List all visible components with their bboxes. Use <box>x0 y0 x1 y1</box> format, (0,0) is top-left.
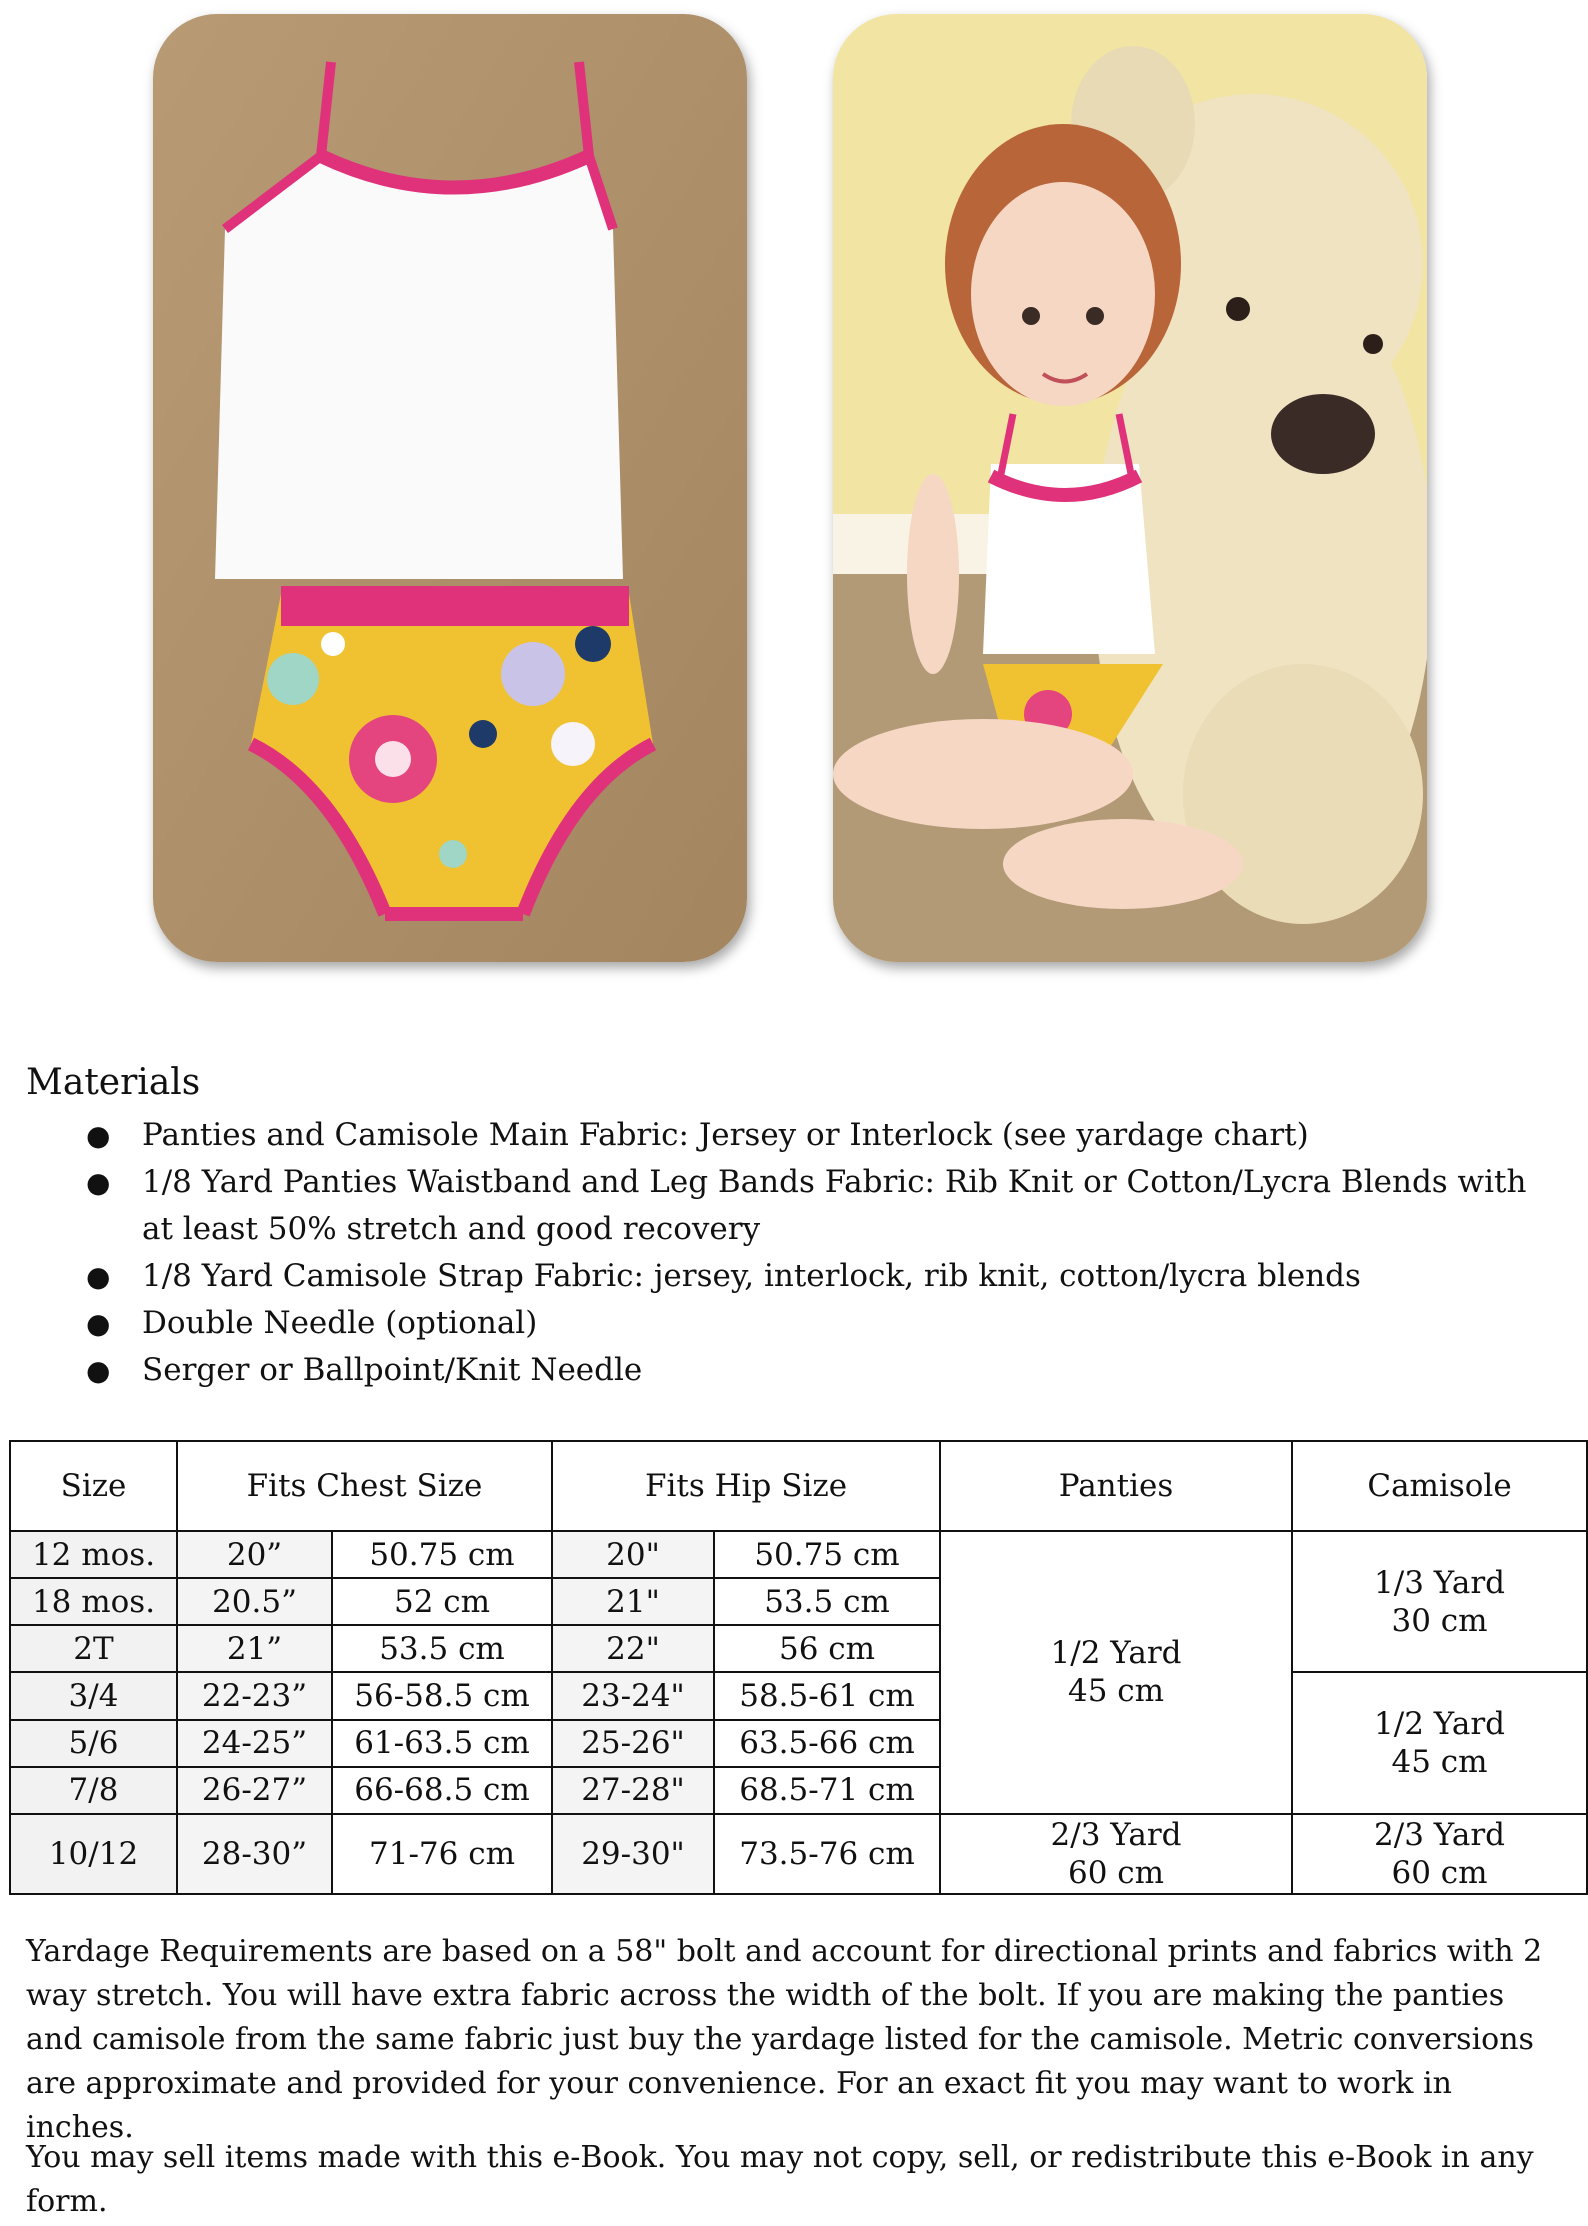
materials-heading: Materials <box>26 1062 201 1103</box>
cell-hip-cm: 68.5-71 cm <box>714 1767 940 1814</box>
camisole-cm: 45 cm <box>1391 1744 1488 1781</box>
materials-item: ● Double Needle (optional) <box>26 1300 1556 1347</box>
cell-hip-cm: 56 cm <box>714 1625 940 1672</box>
size-yardage-table <box>9 1440 1588 1895</box>
cell-size: 18 mos. <box>10 1578 177 1625</box>
cell-chest-in: 24-25” <box>177 1720 332 1767</box>
bullet-icon: ● <box>86 1166 111 1199</box>
cell-chest-in: 20” <box>177 1531 332 1578</box>
camisole-yard: 1/3 Yard <box>1374 1564 1505 1601</box>
cell-chest-in: 22-23” <box>177 1672 332 1719</box>
yardage-note: Yardage Requirements are based on a 58" bolt and account for directional prints and fabrics with 2 way stretch. You will have extra fabric across the width of the bolt. If you are making the panties and camisole from the same fabric just buy the yardage listed for the camisole. Metric conversions are approximate and provided for your convenience. For an exact fit you may want to work in inches. <box>26 1934 1543 2145</box>
table-header-row <box>10 1441 1587 1531</box>
materials-list <box>26 1112 1556 1394</box>
panties-yard: 2/3 Yard <box>1050 1816 1182 1853</box>
child-with-teddy-bear-illustration <box>833 14 1427 962</box>
header-panties: Panties <box>940 1441 1292 1531</box>
cell-chest-in: 20.5” <box>177 1578 332 1625</box>
product-photo-flat-lay <box>153 14 747 962</box>
table-row <box>10 1672 1587 1719</box>
camisole-cm: 30 cm <box>1391 1602 1488 1639</box>
cell-size: 12 mos. <box>10 1531 177 1578</box>
panties-cm: 60 cm <box>1067 1854 1165 1891</box>
materials-item: ● 1/8 Yard Panties Waistband and Leg Bands Fabric: Rib Knit or Cotton/Lycra Blends with at least 50% stretch and good recovery <box>26 1159 1556 1253</box>
product-photo-model <box>833 14 1427 962</box>
cell-hip-cm: 58.5-61 cm <box>714 1672 940 1719</box>
panties-cm: 45 cm <box>1067 1673 1165 1710</box>
cell-size: 7/8 <box>10 1767 177 1814</box>
cell-hip-in: 29-30" <box>552 1814 714 1894</box>
cell-hip-cm: 73.5-76 cm <box>714 1814 940 1894</box>
camisole-cm: 60 cm <box>1391 1854 1488 1891</box>
copyright-note: You may sell items made with this e-Book. You may not copy, sell, or redistribute this e-Book in any form. <box>26 2140 1534 2219</box>
bullet-icon: ● <box>86 1119 111 1152</box>
table-row <box>10 1531 1587 1578</box>
camisole-yard: 2/3 Yard <box>1374 1816 1505 1853</box>
table-row <box>10 1814 1587 1894</box>
cell-size: 10/12 <box>10 1814 177 1894</box>
materials-item: ● Serger or Ballpoint/Knit Needle <box>26 1347 1556 1394</box>
cell-size: 5/6 <box>10 1720 177 1767</box>
cell-camisole-group <box>1292 1672 1587 1813</box>
cell-hip-cm: 50.75 cm <box>714 1531 940 1578</box>
cell-chest-cm: 53.5 cm <box>332 1625 552 1672</box>
cell-chest-in: 28-30” <box>177 1814 332 1894</box>
header-camisole: Camisole <box>1292 1441 1587 1531</box>
cell-size: 2T <box>10 1625 177 1672</box>
cell-camisole-group <box>1292 1814 1587 1894</box>
cell-hip-in: 20" <box>552 1531 714 1578</box>
bullet-icon: ● <box>86 1307 111 1340</box>
cell-chest-in: 26-27” <box>177 1767 332 1814</box>
panties-yard: 1/2 Yard <box>1050 1635 1182 1672</box>
cell-size: 3/4 <box>10 1672 177 1719</box>
camisole-yard: 1/2 Yard <box>1374 1706 1505 1743</box>
cell-hip-in: 21" <box>552 1578 714 1625</box>
cell-camisole-group <box>1292 1531 1587 1672</box>
cell-hip-cm: 63.5-66 cm <box>714 1720 940 1767</box>
cell-hip-in: 23-24" <box>552 1672 714 1719</box>
cell-panties-group <box>940 1814 1292 1894</box>
cell-chest-cm: 50.75 cm <box>332 1531 552 1578</box>
materials-item: ● Panties and Camisole Main Fabric: Jersey or Interlock (see yardage chart) <box>26 1112 1556 1159</box>
cell-panties-group <box>940 1531 1292 1814</box>
cell-chest-cm: 52 cm <box>332 1578 552 1625</box>
header-size: Size <box>10 1441 177 1531</box>
materials-item: ● 1/8 Yard Camisole Strap Fabric: jersey, interlock, rib knit, cotton/lycra blends <box>26 1253 1556 1300</box>
cell-chest-cm: 56-58.5 cm <box>332 1672 552 1719</box>
header-chest: Fits Chest Size <box>177 1441 552 1531</box>
bullet-icon: ● <box>86 1354 111 1387</box>
cell-hip-in: 22" <box>552 1625 714 1672</box>
cell-chest-cm: 61-63.5 cm <box>332 1720 552 1767</box>
camisole-panties-illustration <box>153 14 747 962</box>
cell-hip-in: 27-28" <box>552 1767 714 1814</box>
cell-hip-in: 25-26" <box>552 1720 714 1767</box>
cell-chest-cm: 66-68.5 cm <box>332 1767 552 1814</box>
cell-hip-cm: 53.5 cm <box>714 1578 940 1625</box>
bullet-icon: ● <box>86 1260 111 1293</box>
header-hip: Fits Hip Size <box>552 1441 940 1531</box>
cell-chest-in: 21” <box>177 1625 332 1672</box>
cell-chest-cm: 71-76 cm <box>332 1814 552 1894</box>
